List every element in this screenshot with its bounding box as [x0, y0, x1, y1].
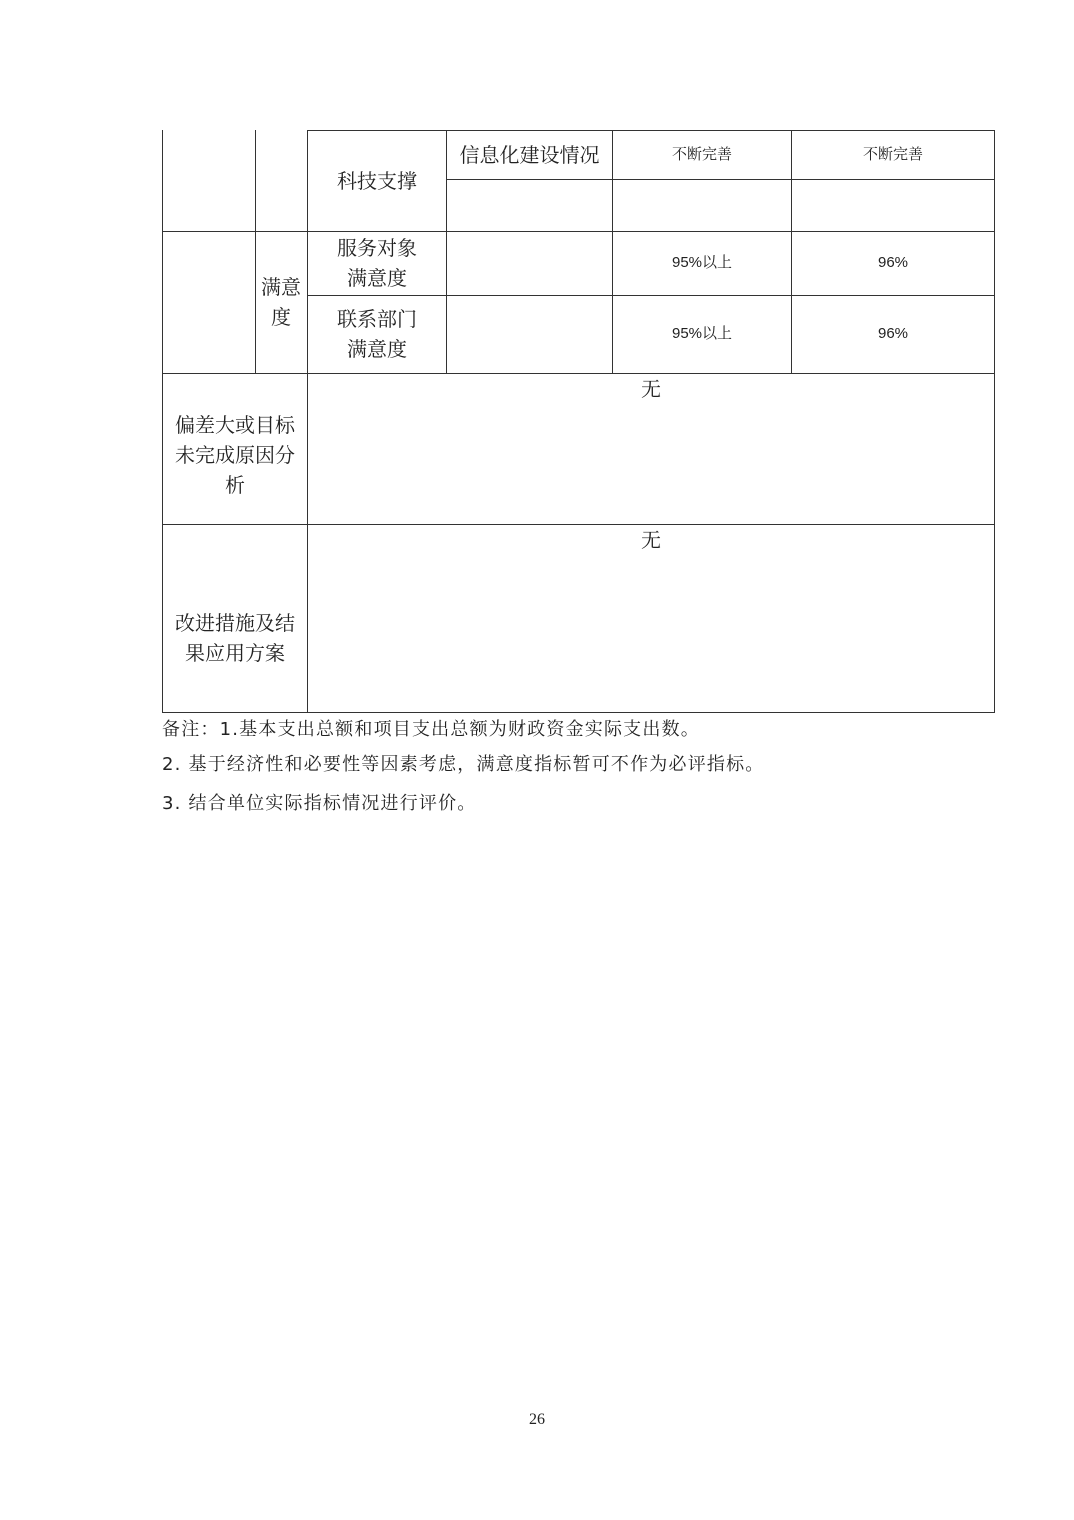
- target-informatization: 不断完善: [671, 145, 732, 163]
- sub-indicator-informatization: 信息化建设情况: [459, 142, 600, 167]
- note-1: 备注：1.基本支出总额和项目支出总额为财政资金实际支出数。: [162, 719, 700, 740]
- table-border: [255, 130, 256, 374]
- improvement-label: 改进措施及结果应用方案: [175, 610, 295, 665]
- actual-service-object: 96%: [877, 254, 909, 271]
- indicator-keji: 科技支撑: [337, 168, 417, 193]
- target-service-object: 95%以上: [671, 254, 733, 271]
- actual-informatization: 不断完善: [862, 145, 923, 163]
- note-3: 3. 结合单位实际指标情况进行评价。: [162, 793, 477, 814]
- deviation-label: 偏差大或目标未完成原因分析: [175, 413, 295, 497]
- table-border: [162, 130, 163, 713]
- indicator-service-object: 服务对象满意度: [337, 236, 417, 290]
- table-border: [162, 712, 995, 713]
- deviation-value: 无: [641, 377, 661, 401]
- category-satisfaction: 满意度: [261, 275, 301, 329]
- target-liaison-dept: 95%以上: [671, 325, 733, 342]
- improvement-value: 无: [641, 528, 661, 552]
- table-border: [446, 179, 995, 180]
- indicator-liaison-dept: 联系部门满意度: [337, 307, 417, 361]
- note-2: 2. 基于经济性和必要性等因素考虑，满意度指标暂可不作为必评指标。: [162, 754, 765, 775]
- actual-liaison-dept: 96%: [877, 325, 909, 342]
- table-border: [994, 130, 995, 713]
- page-number: 26: [529, 1411, 545, 1428]
